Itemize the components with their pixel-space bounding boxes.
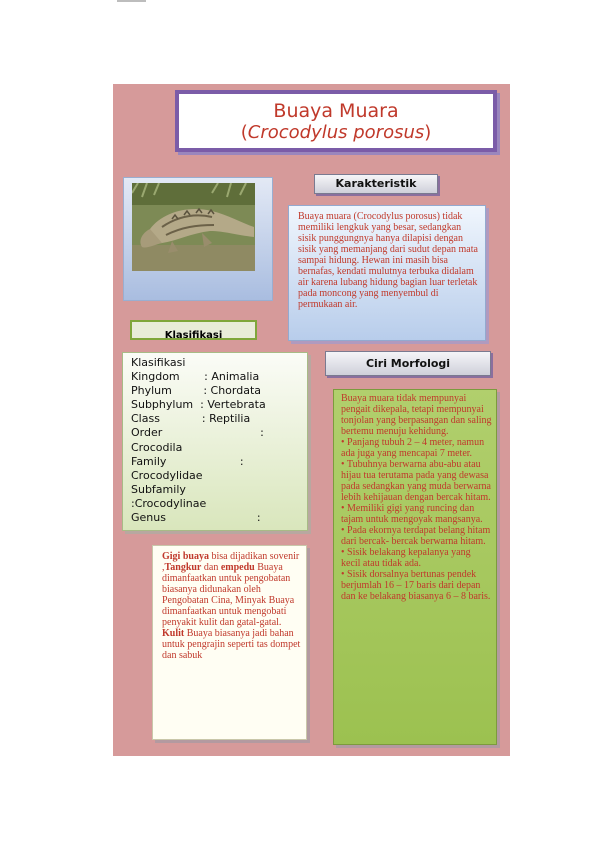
crocodile-photo-icon [132,183,255,271]
kegunaan-box [152,545,307,740]
ciri-morfologi-box [333,389,497,745]
kulit-label: Kulit [162,628,185,639]
ciri-morfologi-button[interactable]: Ciri Morfologi [325,351,491,376]
klasifikasi-row: Subfamily [131,482,186,496]
tangkur-text: dan [201,562,221,573]
karakteristik-text: Buaya muara (Crocodylus porosus) tidak memiliki lengkuk yang besar, sedangkan sisik punggungnya hanya dilapisi dengan sisik yang memanjang dari sudut depan mata sampai hidung. Hewan ini masih bisa bernafas, kendati mulutnya terbuka didalam air karena lubang hidung bagian luar terletak pada moncong yang menyembul di permukaan air. [288,205,486,341]
gigi-label: Gigi buaya [162,551,209,562]
karakteristik-button[interactable]: Karakteristik [314,174,438,194]
klasifikasi-row: Crocodila [131,440,183,454]
kulit-text: Buaya biasanya jadi bahan untuk pengrajin seperti tas dompet dan sabuk [162,628,301,661]
klasifikasi-row: Kingdom : Animalia [131,370,260,384]
ciri-bullet: • Pada ekornya terdapat belang hitam dari bercak- bercak berwarna hitam. [341,525,491,547]
empedu-label: empedu [220,562,255,573]
gigi-text: bisa dijadikan sovenir , [162,551,300,573]
title-paren-open: ( [240,122,248,143]
page-top-mark [117,0,146,2]
title-paren-close: ) [424,122,432,143]
klasifikasi-box [122,352,308,531]
ciri-bullet: • Memiliki gigi yang runcing dan tajam untuk mengoyak mangsanya. [341,503,483,525]
klasifikasi-row: Klasifikasi [131,356,186,369]
crocodile-photo [132,183,255,271]
klasifikasi-row: Genus : [131,511,261,525]
tangkur-label: Tangkur [164,562,202,573]
ciri-bullet: • Sisik belakang kepalanya yang kecil atau tidak ada. [341,547,471,569]
klasifikasi-row: Family : [131,454,244,468]
empedu-text: Buaya dimanfaatkan untuk pengobatan biasanya didunakan oleh Pengobatan Cina, Minyak Buaya dimanfaatkan untuk mengobati penyakit kulit dan gatal-gatal. [162,562,295,628]
ciri-bullet: • Panjang tubuh 2 – 4 meter, namun ada juga yang mencapai 7 meter. [341,437,485,459]
klasifikasi-row: Class : Reptilia [131,412,251,426]
title-box [175,90,497,152]
photo-frame [123,177,273,301]
klasifikasi-row: Order : [131,426,264,440]
ciri-bullet: • Sisik dorsalnya bertunas pendek berjumlah 16 – 17 baris dari depan dan ke belakang biasanya 6 – 8 baris. [341,569,491,602]
klasifikasi-row: Phylum : Chordata [131,384,262,398]
ciri-bullet: • Tubuhnya berwarna abu-abu atau hijau tua terutama pada yang dewasa pada sedangkan yang muda berwarna lebih kehijauan dengan bercak hitam. [341,459,491,503]
klasifikasi-button[interactable]: Klasifikasi [130,320,257,340]
title-scientific-name: Crocodylus porosus [247,122,425,143]
klasifikasi-row: :Crocodylinae [131,496,207,510]
klasifikasi-row: Subphylum : Vertebrata [131,398,266,412]
title-common-name: Buaya Muara [273,100,399,122]
ciri-paragraph: Buaya muara tidak mempunyai pengait dikepala, tetapi mempunyai tonjolan yang berpasangan dan saling bertemu menuju kehidung. [341,393,492,437]
klasifikasi-row: Crocodylidae [131,468,203,482]
title-scientific [179,122,493,144]
